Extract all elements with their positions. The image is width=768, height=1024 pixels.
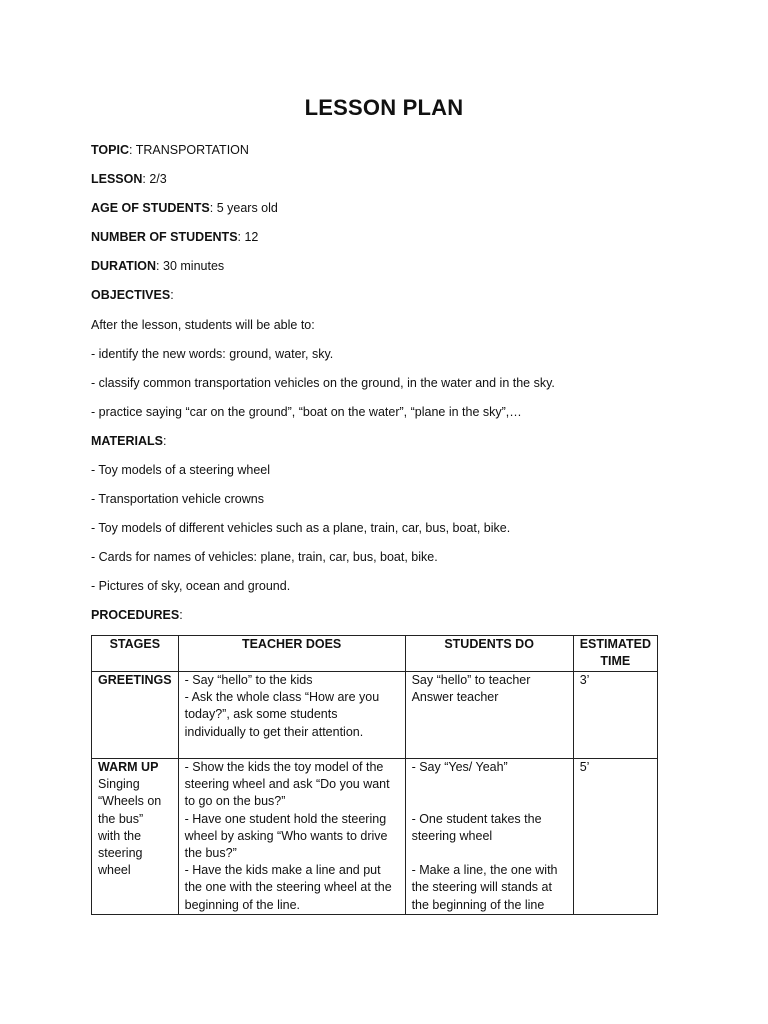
field-age-of-students: AGE OF STUDENTS: 5 years old — [91, 201, 278, 215]
cell-line: - Have the kids make a line and put — [184, 863, 381, 878]
objective-item: - classify common transportation vehicles on the ground, in the water and in the sky. — [91, 376, 555, 390]
field-label: TOPIC — [91, 143, 129, 157]
field-value: TRANSPORTATION — [135, 143, 249, 157]
teacher-cell — [178, 672, 405, 759]
materials-heading: MATERIALS: — [91, 434, 167, 448]
teacher-cell — [178, 759, 405, 915]
cell-line: the bus” — [98, 811, 144, 826]
field-topic: TOPIC: TRANSPORTATION — [91, 143, 249, 157]
header-line: TIME — [600, 654, 631, 669]
section-label: MATERIALS — [91, 434, 163, 448]
cell-line: - Make a line, the one with — [411, 863, 558, 878]
cell-spacer — [412, 845, 567, 862]
cell-line: “Wheels on — [98, 794, 162, 809]
material-item: - Toy models of different vehicles such as a plane, train, car, bus, boat, bike. — [91, 521, 511, 535]
field-lesson: LESSON: 2/3 — [91, 172, 167, 186]
field-value: 2/3 — [149, 172, 167, 186]
stage-name: WARM UP — [98, 760, 159, 774]
table-row — [92, 759, 658, 915]
cell-spacer — [412, 793, 567, 810]
cell-line: - Say “hello” to the kids — [184, 673, 313, 687]
table-row — [92, 672, 658, 759]
cell-line: the steering will stands at — [411, 880, 552, 895]
table-header-row — [92, 636, 658, 672]
document-title: LESSON PLAN — [304, 95, 464, 120]
field-label: LESSON — [91, 172, 143, 186]
header-line: ESTIMATED — [579, 637, 651, 651]
header-stages: STAGES — [92, 636, 179, 672]
cell-line: - Ask the whole class “How are you — [184, 690, 380, 705]
stage-cell — [92, 759, 179, 915]
cell-line: Say “hello” to teacher — [411, 673, 531, 687]
cell-line: the one with the steering wheel at the — [184, 880, 392, 895]
procedures-table — [91, 635, 658, 915]
cell-line: steering — [98, 846, 143, 861]
time-cell: 5’ — [573, 759, 657, 915]
cell-line: - Show the kids the toy model of the — [184, 760, 384, 774]
cell-spacer — [412, 776, 567, 793]
cell-line: - Have one student hold the steering — [184, 811, 387, 826]
objectives-heading: OBJECTIVES: — [91, 288, 174, 302]
cell-line: wheel by asking “Who wants to drive — [184, 828, 388, 843]
header-students-do: STUDENTS DO — [405, 636, 573, 672]
cell-line: Answer teacher — [411, 690, 499, 705]
cell-line: individually to get their attention. — [184, 724, 364, 739]
stage-cell — [92, 672, 179, 759]
objectives-intro: After the lesson, students will be able to: — [91, 318, 315, 332]
stage-name: GREETINGS — [98, 673, 172, 687]
students-cell — [405, 759, 573, 915]
header-teacher-does: TEACHER DOES — [178, 636, 405, 672]
cell-line: with the — [98, 828, 142, 843]
field-number-of-students: NUMBER OF STUDENTS: 12 — [91, 230, 259, 244]
objective-item: - practice saying “car on the ground”, “boat on the water”, “plane in the sky”,… — [91, 405, 522, 419]
procedures-heading: PROCEDURES: — [91, 608, 183, 622]
field-value: 12 — [244, 230, 259, 244]
field-label: NUMBER OF STUDENTS — [91, 230, 238, 244]
cell-line: beginning of the line. — [184, 897, 300, 912]
cell-line: wheel — [98, 863, 131, 878]
cell-line: the beginning of the line — [411, 897, 545, 912]
cell-line: steering wheel — [411, 828, 493, 843]
material-item: - Pictures of sky, ocean and ground. — [91, 579, 291, 593]
cell-line: steering wheel and ask “Do you want — [184, 777, 390, 792]
section-label: OBJECTIVES — [91, 288, 171, 302]
cell-line: the bus?” — [184, 846, 237, 861]
cell-line: - One student takes the — [411, 811, 542, 826]
cell-line: today?”, ask some students — [184, 707, 338, 722]
section-label: PROCEDURES — [91, 608, 180, 622]
field-label: AGE OF STUDENTS — [91, 201, 210, 215]
header-estimated-time — [573, 636, 657, 672]
field-label: DURATION — [91, 259, 157, 273]
field-value: 5 years old — [216, 201, 278, 215]
time-cell: 3’ — [573, 672, 657, 759]
objective-item: - identify the new words: ground, water, sky. — [91, 347, 334, 361]
material-item: - Toy models of a steering wheel — [91, 463, 271, 477]
field-duration: DURATION: 30 minutes — [91, 259, 225, 273]
students-cell — [405, 672, 573, 759]
cell-line: Singing — [98, 777, 140, 792]
cell-line: - Say “Yes/ Yeah” — [411, 760, 508, 774]
cell-line: to go on the bus?” — [184, 794, 286, 809]
material-item: - Cards for names of vehicles: plane, train, car, bus, boat, bike. — [91, 550, 438, 564]
field-value: 30 minutes — [163, 259, 225, 273]
material-item: - Transportation vehicle crowns — [91, 492, 264, 506]
